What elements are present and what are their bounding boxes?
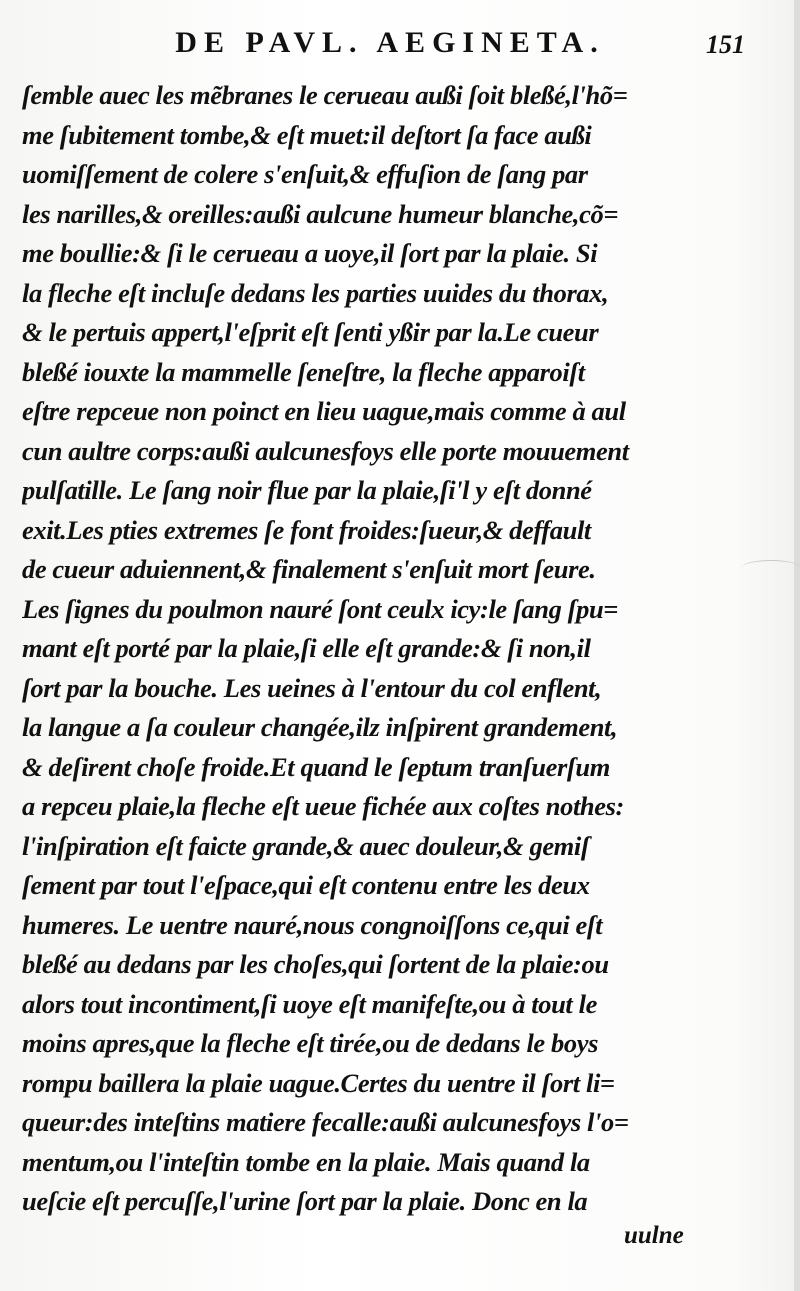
text-line: me boullie:& ſi le cerueau a uoye,il ſort par la plaie. Si bbox=[22, 238, 598, 268]
text-line: la langue a ſa couleur changée,ilz inſpirent grandement, bbox=[22, 712, 618, 742]
text-line: humeres. Le uentre nauré,nous congnoiſſons ce,qui eſt bbox=[22, 909, 603, 940]
text-line: bleßé iouxte la mammelle ſeneſtre, la fleche apparoiſt bbox=[22, 356, 585, 387]
text-line: les narilles,& oreilles:außi aulcune humeur blanche,cõ= bbox=[22, 198, 619, 229]
text-line: exit.Les pties extremes ſe font froides:ſueur,& deffault bbox=[22, 514, 591, 545]
text-line: moins apres,que la fleche eſt tirée,ou de dedans le boys bbox=[22, 1028, 598, 1058]
text-line: rompu baillera la plaie uague.Certes du uentre il ſort li= bbox=[22, 1067, 615, 1098]
page-edge-shadow bbox=[794, 0, 800, 1291]
text-line: mant eſt porté par la plaie,ſi elle eſt grande:& ſi non,il bbox=[22, 633, 591, 663]
text-line: bleßé au dedans par les choſes,qui ſortent de la plaie:ou bbox=[22, 949, 609, 979]
text-line: ueſcie eſt percuſſe,l'urine ſort par la plaie. Donc en la bbox=[22, 1186, 588, 1216]
text-line: cun aultre corps:außi aulcunesfoys elle porte mouuement bbox=[22, 435, 629, 466]
catchword: uulne bbox=[624, 1222, 684, 1249]
text-line: alors tout incontiment,ſi uoye eſt manifeſte,ou à tout le bbox=[22, 988, 597, 1019]
text-line: Les ſignes du poulmon nauré ſont ceulx icy:le ſang ſpu= bbox=[22, 593, 618, 624]
text-line: a repceu plaie,la fleche eſt ueue fichée aux coſtes nothes: bbox=[22, 791, 624, 821]
text-line: queur:des inteſtins matiere fecalle:außi aulcunesfoys l'o= bbox=[22, 1107, 629, 1137]
text-line: ſement par tout l'eſpace,qui eſt contenu entre les deux bbox=[22, 870, 590, 900]
text-line: l'inſpiration eſt faicte grande,& auec douleur,& gemiſ bbox=[22, 830, 590, 861]
text-line: ſort par la bouche. Les ueines à l'entour du col enflent, bbox=[22, 672, 602, 703]
text-line: & le pertuis appert,l'eſprit eſt ſenti yßir par la.Le cueur bbox=[22, 317, 599, 347]
text-line: ſemble auec les mẽbranes le cerueau außi ſoit bleßé,l'hõ= bbox=[22, 80, 628, 110]
text-line: uomiſſement de colere s'enſuit,& effuſion de ſang par bbox=[22, 159, 588, 189]
body-text bbox=[22, 76, 712, 1222]
running-title: DE PAVL. AEGINETA. bbox=[175, 26, 605, 59]
text-line: & deſirent choſe froide.Et quand le ſeptum tranſuerſum bbox=[22, 751, 610, 782]
margin-pencil-mark bbox=[742, 560, 800, 575]
text-line: de cueur aduiennent,& finalement s'enſuit mort ſeure. bbox=[22, 554, 596, 584]
text-line: eſtre repceue non poinct en lieu uague,mais comme à aul bbox=[22, 396, 626, 426]
page-number: 151 bbox=[706, 30, 745, 59]
text-line: mentum,ou l'inteſtin tombe en la plaie. Mais quand la bbox=[22, 1146, 590, 1177]
text-line: la fleche eſt incluſe dedans les parties uuides du thorax, bbox=[22, 277, 609, 308]
text-line: me ſubitement tombe,& eſt muet:il deſtort ſa face außi bbox=[22, 119, 592, 150]
text-line: pulſatille. Le ſang noir flue par la plaie,ſi'l y eſt donné bbox=[22, 475, 592, 505]
